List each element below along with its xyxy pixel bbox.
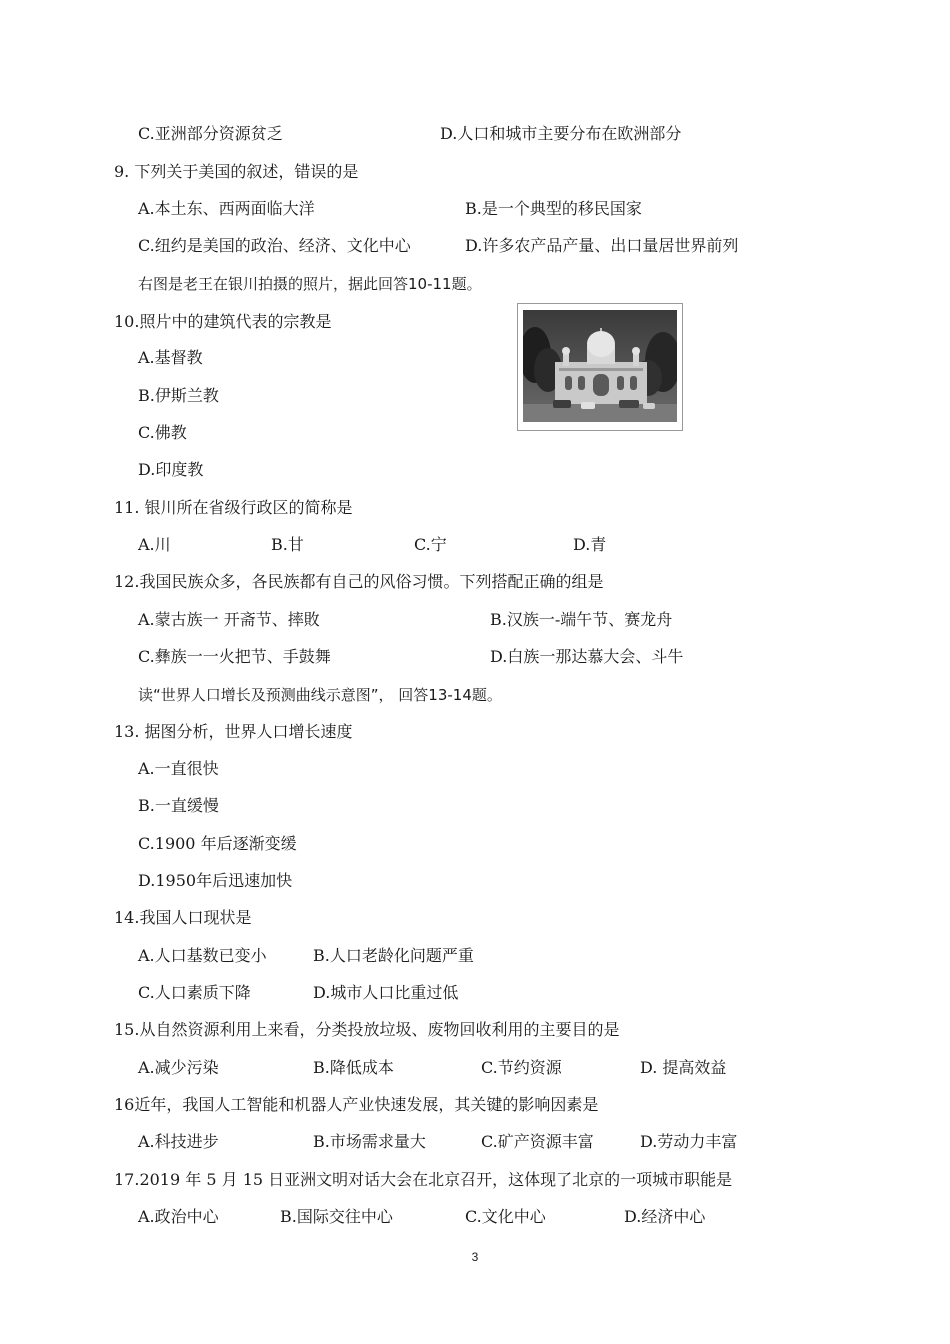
q17-option-d: D.经济中心 xyxy=(624,1207,706,1226)
mosque-photo xyxy=(517,303,683,431)
intro-10-11: 右图是老王在银川拍摄的照片，据此回答10-11题。 xyxy=(138,275,482,293)
q12-option-a: A.蒙古族一 开斋节、摔敗 xyxy=(138,610,320,629)
q15-option-b: B.降低成本 xyxy=(313,1058,394,1077)
q9-stem: 9. 下列关于美国的叙述，错误的是 xyxy=(114,162,359,181)
q8-option-d: D.人口和城市主要分布在欧洲部分 xyxy=(440,124,682,143)
q13-option-c: C.1900 年后逐渐变缓 xyxy=(138,834,297,853)
q9-option-a: A.本土东、西两面临大洋 xyxy=(138,199,315,218)
page-number: 3 xyxy=(471,1250,479,1264)
q13-option-a: A.一直很快 xyxy=(138,759,219,778)
q14-stem: 14.我国人口现状是 xyxy=(114,908,252,927)
q11-option-c: C.宁 xyxy=(414,535,447,554)
q9-option-c: C.纽约是美国的政治、经济、文化中心 xyxy=(138,236,411,255)
q12-option-c: C.彝族一一火把节、手鼓舞 xyxy=(138,647,331,666)
q16-stem: 16近年，我国人工智能和机器人产业快速发展，其关键的影响因素是 xyxy=(114,1095,599,1114)
q9-option-b: B.是一个典型的移民国家 xyxy=(465,199,642,218)
q10-stem: 10.照片中的建筑代表的宗教是 xyxy=(114,312,332,331)
mosque-photo-icon xyxy=(523,310,677,422)
q9-option-d: D.许多农产品产量、出口量居世界前列 xyxy=(465,236,739,255)
q16-option-d: D.劳动力丰富 xyxy=(640,1132,738,1151)
q17-option-a: A.政治中心 xyxy=(138,1207,219,1226)
q10-option-b: B.伊斯兰教 xyxy=(138,386,219,405)
q12-option-d: D.白族一那达慕大会、斗牛 xyxy=(490,647,684,666)
q16-option-b: B.市场需求量大 xyxy=(313,1132,426,1151)
q10-option-c: C.佛教 xyxy=(138,423,187,442)
q15-option-c: C.节约资源 xyxy=(481,1058,562,1077)
q12-stem: 12.我国民族众多，各民族都有自己的风俗习惯。下列搭配正确的组是 xyxy=(114,572,604,591)
q10-option-d: D.印度教 xyxy=(138,460,204,479)
q17-option-b: B.国际交往中心 xyxy=(280,1207,393,1226)
q17-option-c: C.文化中心 xyxy=(465,1207,546,1226)
q8-option-c: C.亚洲部分资源贫乏 xyxy=(138,124,283,143)
q14-option-d: D.城市人口比重过低 xyxy=(313,983,459,1002)
q16-option-c: C.矿产资源丰富 xyxy=(481,1132,594,1151)
q11-option-b: B.甘 xyxy=(271,535,304,554)
q14-option-c: C.人口素质下降 xyxy=(138,983,251,1002)
intro-13-14: 读“世界人口增长及预测曲线示意图”， 回答13-14题。 xyxy=(138,686,502,704)
q15-option-a: A.减少污染 xyxy=(138,1058,219,1077)
q11-option-d: D.青 xyxy=(573,535,607,554)
q13-option-b: B.一直缓慢 xyxy=(138,796,219,815)
q14-option-a: A.人口基数已变小 xyxy=(138,946,267,965)
q13-option-d: D.1950年后迅速加快 xyxy=(138,871,293,890)
q16-option-a: A.科技进步 xyxy=(138,1132,219,1151)
q10-option-a: A.基督教 xyxy=(138,348,203,367)
q11-option-a: A.川 xyxy=(138,535,171,554)
q14-option-b: B.人口老龄化问题严重 xyxy=(313,946,474,965)
q12-option-b: B.汉族一-端午节、赛龙舟 xyxy=(490,610,673,629)
q13-stem: 13. 据图分析，世界人口增长速度 xyxy=(114,722,353,741)
q15-stem: 15.从自然资源利用上来看，分类投放垃圾、废物回收利用的主要目的是 xyxy=(114,1020,620,1039)
q15-option-d: D. 提高效益 xyxy=(640,1058,727,1077)
q11-stem: 11. 银川所在省级行政区的简称是 xyxy=(114,498,353,517)
q17-stem: 17.2019 年 5 月 15 日亚洲文明对话大会在北京召开，这体现了北京的一项城市职能是 xyxy=(114,1170,733,1189)
